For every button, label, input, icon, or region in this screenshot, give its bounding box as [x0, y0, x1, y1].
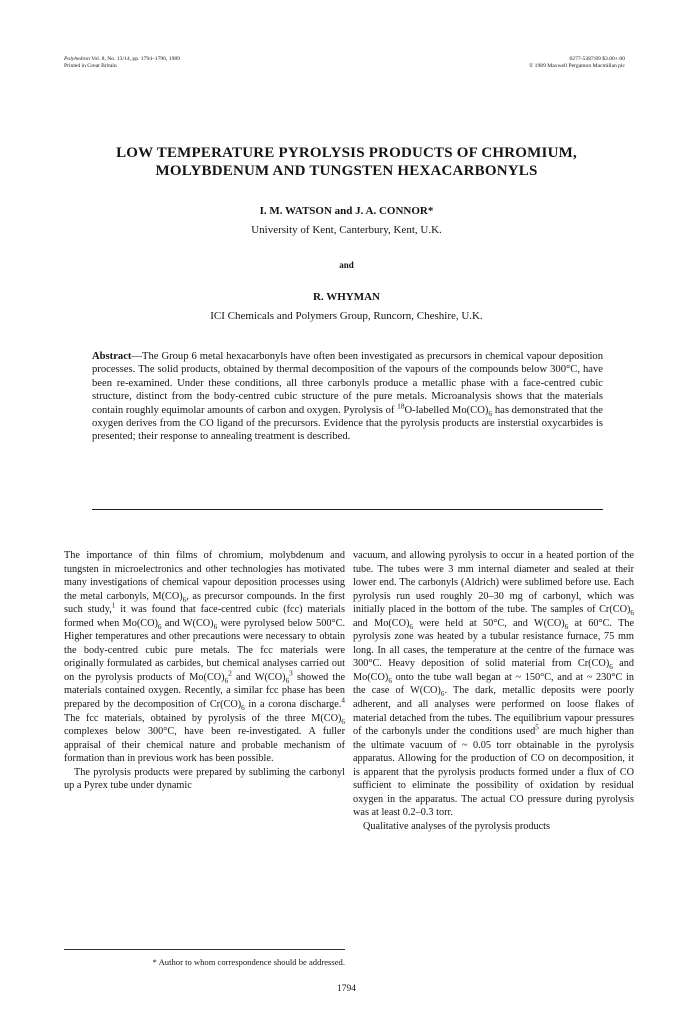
- abstract-text-2: O-labelled Mo(CO): [404, 404, 489, 416]
- text-run: were pyrolysed below 500°C. Higher temperatures and other precautions were necessary to obtain the body-centred cubic pure metals. The fcc materials were originally formulated as carbides, but chemical analyses carried out on the pyrolysis products of Mo(CO): [64, 617, 346, 683]
- first-affiliation: University of Kent, Canterbury, Kent, U.K.: [251, 224, 442, 236]
- paragraph: [64, 549, 345, 766]
- subscript: 6: [224, 676, 229, 685]
- subscript: 6: [182, 595, 187, 604]
- text-run: at 60°C. The pyrolysis zone was heated by a tubular resistance furnace, 75 mm long. In all cases, the temperature at the centre of the furnace was 300°C. Heavy deposition of solid material from Cr(CO): [353, 617, 635, 670]
- author-conjunction: and: [339, 260, 354, 270]
- text-run: The fcc materials, obtained by pyrolysis of the three M(CO): [64, 712, 342, 724]
- reference-superscript: 3: [289, 669, 293, 678]
- subscript: 6: [409, 622, 413, 631]
- text-run: and Mo(CO): [353, 617, 410, 629]
- reference-superscript: 2: [228, 669, 232, 678]
- abstract-text-1: The Group 6 metal hexacarbonyls have often been investigated as precursors in chemical vapour deposition processes. The solid products, obtained by thermal decomposition of the vapours of the compounds below 300°C, have been re-examined. Under these conditions, all three carbonyls produce a metallic phase with a face-centred cubic structure, distinct from the body-centred cubic structure of the pure metals. Microanalysis shows that the materials contain roughly equimolar amounts of carbon and oxygen. Pyrolysis of: [92, 351, 603, 416]
- running-header-left: [64, 56, 180, 70]
- text-run: and Mo(CO): [353, 658, 634, 683]
- title-line-2: MOLYBDENUM AND TUNGSTEN HEXACARBONYLS: [155, 163, 538, 179]
- isotope-superscript: 18: [397, 401, 405, 411]
- abstract-divider: [92, 509, 603, 510]
- text-run: . The dark, metallic deposits were poorly adherent, and all analyses were performed on loose flakes of material detached from the tubes. The equilibrium vapour pressures of the carbonyls under the conditions used: [353, 685, 634, 738]
- footnote: * Author to whom correspondence should be addressed.: [152, 957, 345, 967]
- first-authors: I. M. WATSON and J. A. CONNOR*: [259, 205, 434, 217]
- text-run: showed the materials contained oxygen. Recently, a similar fcc phase has been prepared by the decomposition of Cr(CO): [64, 671, 345, 711]
- subscript: 6: [440, 690, 445, 699]
- abstract-dash: —: [131, 351, 143, 362]
- text-run: complexes below 300°C, have been re-investigated. A fuller appraisal of their chemical nature and probable mechanism of formation than in previous work has been possible.: [64, 726, 345, 765]
- issn-code: 0277-5387/89 $3.00+.00: [569, 56, 625, 62]
- text-run: and W(CO): [161, 617, 214, 629]
- title-line-1: LOW TEMPERATURE PYROLYSIS PRODUCTS OF CHROMIUM,: [116, 145, 577, 161]
- text-run: onto the tube wall began at ~ 150°C, and at ~ 230°C in the case of W(CO): [353, 671, 634, 697]
- copyright: © 1989 Maxwell Pergamon Macmillan plc: [529, 63, 625, 69]
- reference-superscript: 4: [341, 696, 345, 705]
- reference-superscript: 5: [535, 723, 539, 732]
- right-column: [353, 549, 634, 833]
- text-run: The importance of thin films of chromium, molybdenum and tungsten in microelectronics and other technologies has motivated many investigations of chemical vapour deposition processes using the metal carbonyls, M(CO): [64, 550, 345, 602]
- paragraph: [353, 549, 634, 820]
- journal-detail: Vol. 8, No. 13/14, pp. 1794–1796, 1989: [89, 56, 180, 62]
- text-run: vacuum, and allowing pyrolysis to occur in a heated portion of the tube. The tubes were 3 mm internal diameter and sealed at their lower end. The carbonyls (Aldrich) were sublimed before use. Each pyrolysis run used roughly 20–30 mg of carbonyl, which was initially placed in the bottom of the tube. The samples of Cr(CO): [353, 550, 634, 616]
- subscript: 6: [341, 717, 345, 726]
- paragraph: Qualitative analyses of the pyrolysis products: [363, 820, 551, 832]
- subscript: 6: [157, 622, 162, 631]
- paragraph: The pyrolysis products were prepared by subliming the carbonyl up a Pyrex tube under dynamic: [64, 766, 345, 792]
- abstract: [92, 350, 603, 444]
- subscript: 6: [241, 704, 245, 713]
- footnote-divider: [64, 949, 345, 950]
- page-number: 1794: [337, 984, 356, 994]
- subscript: 6: [630, 609, 634, 618]
- abstract-label: Abstract: [92, 351, 132, 362]
- subscript: 6: [213, 622, 218, 631]
- paper-title: [60, 144, 633, 180]
- printed-in: Printed in Great Britain: [64, 63, 117, 69]
- second-affiliation: ICI Chemicals and Polymers Group, Runcorn, Cheshire, U.K.: [210, 310, 483, 322]
- second-author: R. WHYMAN: [312, 291, 380, 303]
- text-run: and W(CO): [231, 671, 286, 683]
- journal-citation: [64, 56, 180, 63]
- left-column: [64, 549, 345, 793]
- text-run: it was found that face-centred cubic (fcc) materials formed when Mo(CO): [64, 604, 346, 629]
- subscript: 6: [285, 676, 290, 685]
- journal-name: Polyhedron: [64, 56, 90, 62]
- reference-superscript: 1: [111, 601, 116, 610]
- subscript: 6: [488, 408, 493, 418]
- text-run: , as precursor compounds. In the first such study,: [64, 590, 346, 616]
- text-run: are much higher than the ultimate vacuum of ~ 0.05 torr obtainable in the pyrolysis apparatus. Allowing for the production of CO on decomposition, it is apparent that the pyrolysis products formed under a flux of CO sufficient to eliminate the possibility of oxidation by residual oxygen in the apparatus. The actual CO pressure during pyrolysis was at least 0.2–0.3 torr.: [353, 726, 635, 819]
- abstract-text-3: has demonstrated that the oxygen derives from the CO ligand of the precursors. Evidence that the pyrolysis products are insterstial oxycarbides is presented; their response to annealing treatment is described.: [92, 404, 603, 443]
- text-run: were held at 50°C, and W(CO): [412, 617, 565, 629]
- text-run: in a corona discharge.: [244, 699, 342, 711]
- subscript: 6: [609, 663, 613, 672]
- subscript: 6: [564, 622, 569, 631]
- subscript: 6: [388, 676, 392, 685]
- running-header-right: [529, 56, 625, 70]
